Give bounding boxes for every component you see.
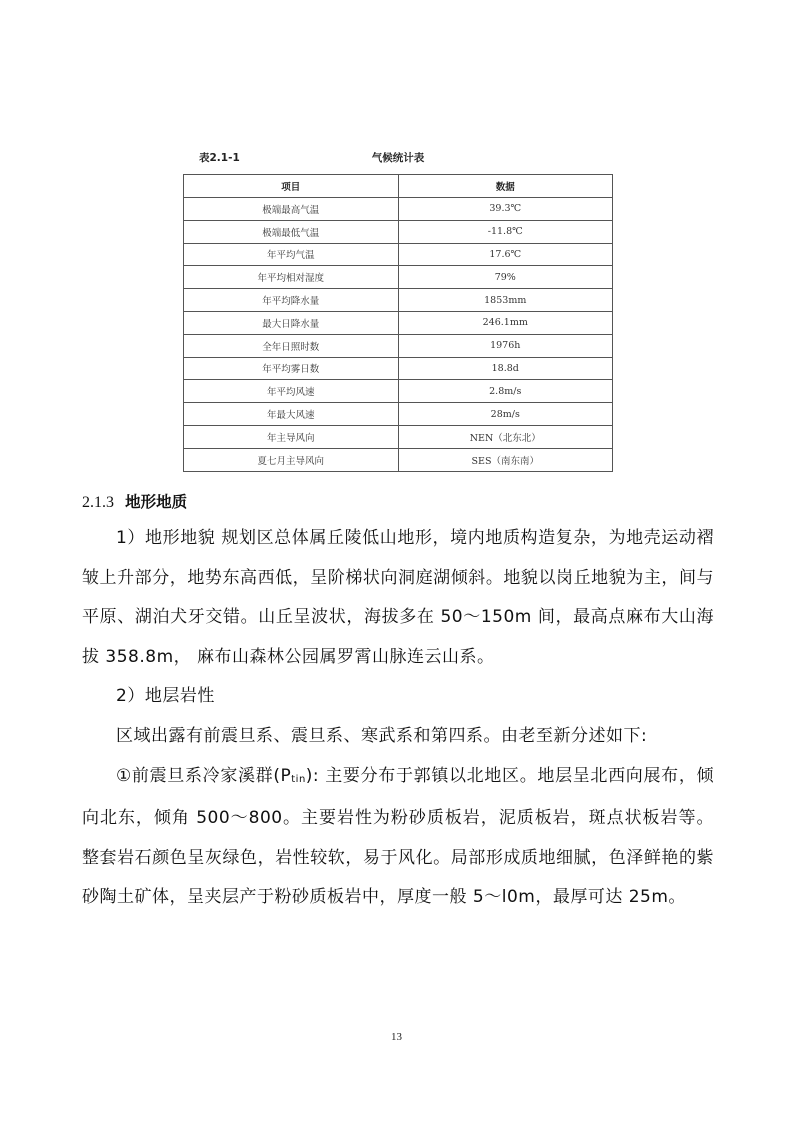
- row-item: 年平均气温: [184, 243, 399, 266]
- row-item: 夏七月主导风向: [184, 448, 399, 471]
- section-number: 2.1.3: [82, 494, 114, 511]
- table-row: [184, 425, 613, 448]
- table-row: [184, 311, 613, 334]
- row-item: 年主导风向: [184, 425, 399, 448]
- paragraph-presinian-body: ): 主要分布于郭镇以北地区。地层呈北西向展布，倾向北东，倾角 500～800。主要岩性为粉砂质板岩，泥质板岩，斑点状板岩等。整套岩石颜色呈灰绿色，岩性较软，易于风化。局部形成质地细腻，色泽鲜艳的紫砂陶土矿体，呈夹层产于粉砂质板岩中，厚度一般 5～l0m，最厚可达 25m。: [82, 765, 715, 908]
- column-header-data: 数据: [398, 175, 613, 198]
- row-item: 年最大风速: [184, 403, 399, 426]
- row-value: 2.8m/s: [398, 380, 613, 403]
- row-item: 年平均相对湿度: [184, 266, 399, 289]
- table-row: [184, 380, 613, 403]
- paragraph-stratum-heading: 2）地层岩性: [116, 686, 215, 707]
- row-value: SES（南东南）: [398, 448, 613, 471]
- table-row: [184, 243, 613, 266]
- table-row: [184, 334, 613, 357]
- section-heading: [82, 490, 187, 512]
- table-row: [184, 357, 613, 380]
- paragraph-stratum-intro: 区域出露有前震旦系、震旦系、寒武系和第四系。由老至新分述如下:: [116, 725, 648, 746]
- table-title: 气候统计表: [371, 152, 425, 164]
- row-value: 17.6℃: [398, 243, 613, 266]
- row-value: 79%: [398, 266, 613, 289]
- row-item: 年平均风速: [184, 380, 399, 403]
- row-value: NEN（北东北）: [398, 425, 613, 448]
- row-value: -11.8℃: [398, 220, 613, 243]
- row-item: 年平均雾日数: [184, 357, 399, 380]
- table-row: [184, 266, 613, 289]
- row-value: 18.8d: [398, 357, 613, 380]
- page-number: 13: [391, 1031, 402, 1043]
- row-value: 39.3℃: [398, 198, 613, 221]
- formation-subscript: tin: [291, 773, 306, 785]
- paragraph-presinian: [82, 757, 714, 918]
- table-row: [184, 220, 613, 243]
- row-item: 最大日降水量: [184, 311, 399, 334]
- table-row: [184, 403, 613, 426]
- paragraph-presinian-prefix: ①前震旦系冷家溪群(P: [116, 765, 292, 786]
- table-number: 表2.1-1: [199, 152, 240, 164]
- row-item: 全年日照时数: [184, 334, 399, 357]
- paragraph-landform: 1）地形地貌 规划区总体属丘陵低山地形，境内地质构造复杂，为地壳运动褶皱上升部分，地势东高西低，呈阶梯状向洞庭湖倾斜。地貌以岗丘地貌为主，间与平原、湖泊犬牙交错。山丘呈波状，海拔多在 50～150m 间，最高点麻布大山海拔 358.8m， 麻布山森林公园属罗霄山脉连云山系。: [82, 528, 714, 667]
- section-title: 地形地质: [125, 493, 188, 511]
- row-value: 28m/s: [398, 403, 613, 426]
- row-value: 1976h: [398, 334, 613, 357]
- table-header-row: [184, 175, 613, 198]
- row-item: 极端最低气温: [184, 220, 399, 243]
- row-value: 246.1mm: [398, 311, 613, 334]
- table-caption: [183, 150, 613, 168]
- column-header-item: 项目: [184, 175, 399, 198]
- row-item: 年平均降水量: [184, 289, 399, 312]
- table-row: [184, 448, 613, 471]
- body-text: [82, 519, 714, 918]
- table-row: [184, 198, 613, 221]
- table-row: [184, 289, 613, 312]
- climate-statistics-table: [183, 174, 613, 472]
- row-item: 极端最高气温: [184, 198, 399, 221]
- row-value: 1853mm: [398, 289, 613, 312]
